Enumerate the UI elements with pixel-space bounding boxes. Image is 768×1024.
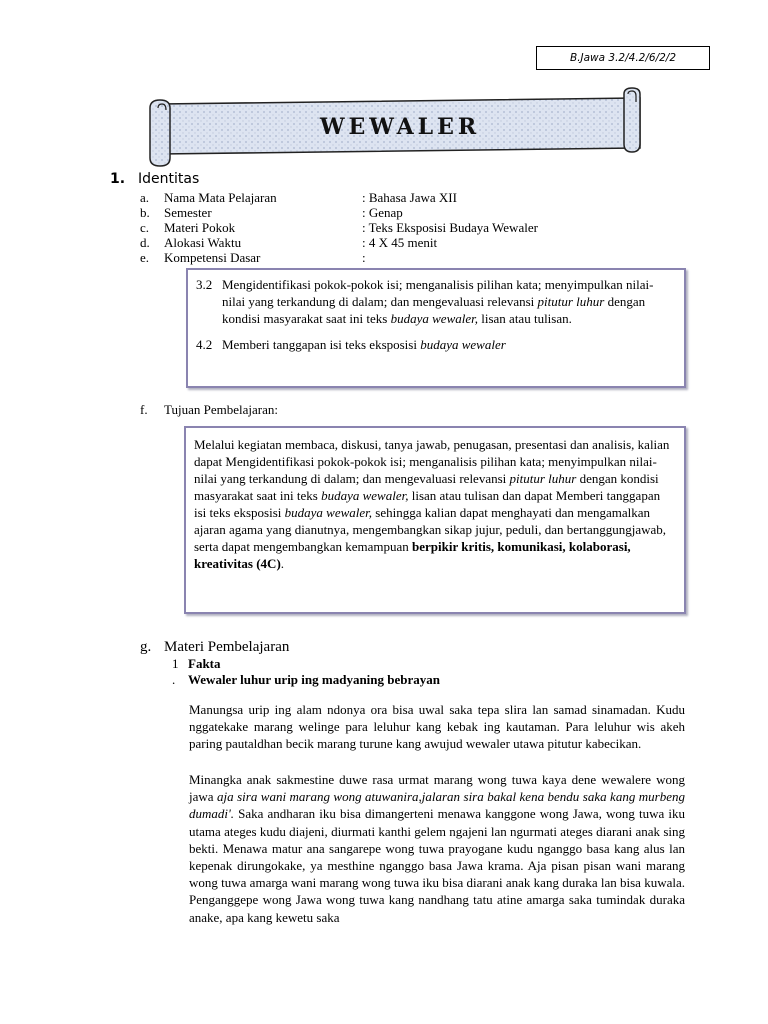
tujuan-heading: f. Tujuan Pembelajaran: — [140, 402, 278, 417]
identitas-row — [140, 250, 680, 265]
kd-item — [196, 336, 674, 353]
document-code: B.Jawa 3.2/4.2/6/2/2 — [536, 46, 710, 70]
row-label: Alokasi Waktu — [164, 235, 242, 250]
row-value: : — [362, 250, 366, 265]
paragraph: Minangka anak sakmestine duwe rasa urmat marang wong tuwa kaya dene wewalere wong jawa aja sira wani marang wong atuwanira,jalaran sira bakal kena bendu saka kang murbeng dumadi'. Saka andharan iku bisa dimangerteni menawa kanggone wong Jawa, wong tuwa iku utama ateges kudu diajeni, diurmati kanthi gelem ngajeni lan ngurmati ateges diarani anak sing bekti. Menawa matur ana sangarepe wong tuwa prayogane kudu nganggo basa kang alus lan kepenak dirungokake, ya mesthine nganggo basa Jawa krama. Aja pisan pisan wani marang wong tuwa amarga wani marang wong tuwa iku bisa diarani anak kang duraka lan bisa kuwala. Penganggepe wong Jawa wong tuwa kang nandhang tatu atine amarga saka tumindak duraka anake, apa kang kewetu saka — [189, 772, 686, 925]
row-value: : Genap — [362, 205, 403, 220]
banner-title: WEWALER — [319, 114, 481, 140]
materi-heading: g. Materi Pembelajaran — [140, 639, 290, 655]
row-letter: a. — [140, 190, 150, 205]
paragraph: Manungsa urip ing alam ndonya ora bisa uwal saka tepa slira lan samad sinamadan. Kudu nggatekake marang welinge para leluhur kang kebak ing kautaman. Para leluhur wis akeh paring pautaldhan becik marang turune kang awujud wewaler utawa pitutur kabecikan. — [189, 702, 685, 752]
row-label: Semester — [164, 205, 212, 220]
kd-text: Mengidentifikasi pokok-pokok isi; menganalisis pilihan kata; menyimpulkan nilai-nilai yang terkandung di dalam; dan mengevaluasi relevansi pitutur luhur dengan kondisi masyarakat saat ini teks budaya wewaler, lisan atau tulisan. — [222, 277, 654, 326]
section-title: Identitas — [138, 171, 200, 187]
row-letter: b. — [140, 205, 150, 220]
row-label: Materi Pokok — [164, 220, 236, 235]
section-number: 1. — [110, 171, 126, 187]
row-label: Nama Mata Pelajaran — [164, 190, 277, 205]
row-value: : 4 X 45 menit — [362, 235, 438, 250]
identitas-row — [140, 205, 680, 220]
row-letter: c. — [140, 220, 150, 235]
row-value: : Bahasa Jawa XII — [362, 190, 457, 205]
tujuan-box: Melalui kegiatan membaca, diskusi, tanya jawab, penugasan, presentasi dan analisis, kalian dapat Mengidentifikasi pokok-pokok isi; menganalisis pilihan kata; menyimpulkan nilai-nilai yang terkandung di dalam; dan mengevaluasi relevansi pitutur luhur dengan kondisi masyarakat saat ini teks budaya wewaler, lisan atau tulisan dan dapat Memberi tanggapan isi teks eksposisi budaya wewaler, sehingga kalian dapat menghayati dan mengamalkan ajaran agama yang dianutnya, mengembangkan sikap jujur, peduli, dan bertanggungjawab, serta dapat mengembangkan kemampuan berpikir kritis, komunikasi, kolaborasi, kreativitas (4C). — [184, 426, 686, 614]
section-identitas-heading — [110, 171, 199, 187]
row-letter: e. — [140, 250, 150, 265]
identitas-row — [140, 190, 680, 205]
row-letter: d. — [140, 235, 150, 250]
kd-number: 4.2 — [196, 337, 213, 352]
row-value: : Teks Eksposisi Budaya Wewaler — [362, 220, 538, 235]
materi-sub-title: . Wewaler luhur urip ing madyaning bebrayan — [172, 672, 440, 687]
kd-text: Memberi tanggapan isi teks eksposisi budaya wewaler — [222, 337, 506, 352]
kd-number: 3.2 — [196, 277, 213, 292]
kd-item — [196, 276, 674, 327]
materi-sub-fakta: 1 Fakta — [172, 656, 221, 671]
identitas-row — [140, 235, 680, 250]
identitas-list — [140, 190, 680, 265]
kompetensi-dasar-box — [186, 268, 686, 388]
row-label: Kompetensi Dasar — [164, 250, 261, 265]
identitas-row — [140, 220, 680, 235]
